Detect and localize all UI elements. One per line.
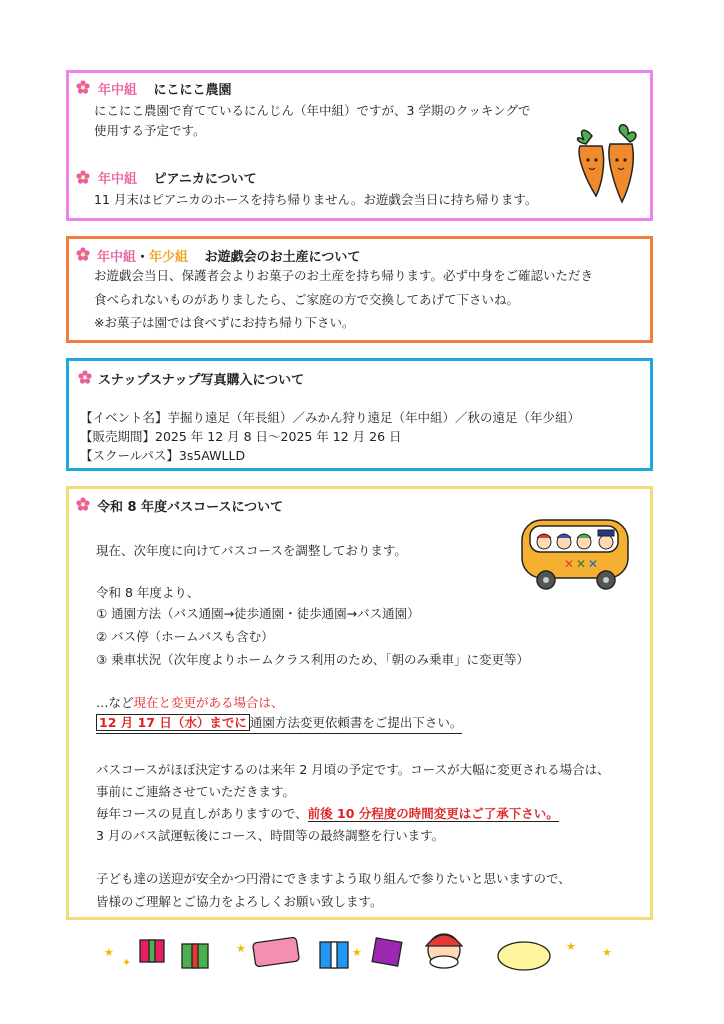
flower-bullet-icon — [76, 80, 90, 94]
body-text: 使用する予定です。 — [94, 123, 206, 138]
body-text: ※お菓子は園では食べずにお持ち帰り下さい。 — [94, 315, 355, 330]
event-name-line: 【イベント名】芋掘り遠足（年長組）／みかん狩り遠足（年中組）／秋の遠足（年少組） — [80, 410, 581, 425]
heading-pianica: ピアニカについて — [153, 172, 257, 187]
body-text: …など — [96, 695, 134, 710]
body-text: 3 月のバス試運転後にコース、時間等の最終調整を行います。 — [96, 828, 445, 843]
gift-decoration-border — [104, 926, 624, 976]
svg-text:★: ★ — [602, 946, 612, 959]
flower-bullet-icon — [78, 370, 92, 384]
flower-bullet-icon — [76, 497, 90, 511]
body-text: 11 月末はピアニカのホースを持ち帰りません。お遊戯会当日に持ち帰ります。 — [94, 192, 538, 207]
class-label-nenchu: 年中組 — [97, 250, 137, 265]
list-item: ③ 乗車状況（次年度よりホームクラス利用のため、「朝のみ乗車」に変更等） — [96, 652, 530, 667]
class-label-nenchu: 年中組 — [98, 172, 138, 187]
svg-text:★: ★ — [566, 940, 576, 953]
body-text: 通園方法変更依頼書をご提出下さい。 — [249, 715, 463, 730]
svg-text:★: ★ — [352, 946, 362, 959]
body-text: 子ども達の送迎が安全かつ円滑にできますよう取り組んで参りたいと思いますので、 — [96, 871, 571, 886]
heading-nico-farm: にこにこ農園 — [153, 83, 232, 98]
body-text: バスコースがほぼ決定するのは来年 2 月頃の予定です。コースが大幅に変更される場合は、 — [96, 762, 610, 777]
emphasis-text: 現在と変更がある場合は、 — [133, 695, 284, 710]
body-text: にこにこ農園で育てているにんじん（年中組）ですが、3 学期のクッキングで — [94, 103, 531, 118]
body-text: 令和 8 年度より、 — [96, 585, 200, 600]
svg-text:✕: ✕ — [564, 557, 575, 571]
sale-period-line: 【販売期間】2025 年 12 月 8 日～2025 年 12 月 26 日 — [80, 429, 402, 444]
list-item: ② バス停（ホームバスも含む） — [96, 629, 274, 644]
svg-text:★: ★ — [236, 942, 246, 955]
flower-bullet-icon — [76, 170, 90, 184]
body-text: 皆様のご理解とご協力をよろしくお願い致します。 — [96, 894, 383, 909]
svg-text:✕: ✕ — [576, 557, 587, 571]
body-text: 毎年コースの見直しがありますので、 — [96, 806, 308, 821]
flower-bullet-icon — [76, 247, 90, 261]
svg-text:★: ★ — [104, 946, 114, 959]
heading-souvenir: お遊戯会のお土産について — [204, 250, 361, 265]
class-label-nensho: 年少組 — [149, 250, 189, 265]
class-label-nenchu: 年中組 — [98, 83, 138, 98]
body-text: 現在、次年度に向けてバスコースを調整しております。 — [96, 543, 407, 558]
svg-text:✦: ✦ — [122, 956, 132, 969]
emphasis-text: 前後 10 分程度の時間変更はご了承下さい。 — [307, 806, 559, 821]
list-item: ① 通園方法（バス通園→徒歩通園・徒歩通園→バス通園） — [96, 606, 420, 621]
body-text: 食べられないものがありましたら、ご家庭の方で交換してあげて下さいね。 — [94, 292, 520, 307]
heading-snapsnap: スナップスナップ写真購入について — [98, 373, 305, 388]
heading-bus-course: 令和 8 年度バスコースについて — [97, 500, 284, 515]
bus-illustration — [518, 510, 634, 594]
school-pass-line: 【スクールパス】3s5AWLLD — [80, 448, 246, 463]
svg-text:✕: ✕ — [588, 557, 599, 571]
separator-dot: ・ — [136, 250, 150, 265]
deadline-box: 12 月 17 日（水）までに — [96, 714, 250, 731]
carrot-illustration — [572, 122, 644, 206]
body-text: 事前にご連絡させていただきます。 — [96, 784, 296, 799]
body-text: お遊戯会当日、保護者会よりお菓子のお土産を持ち帰ります。必ず中身をご確認いただき — [94, 268, 594, 283]
